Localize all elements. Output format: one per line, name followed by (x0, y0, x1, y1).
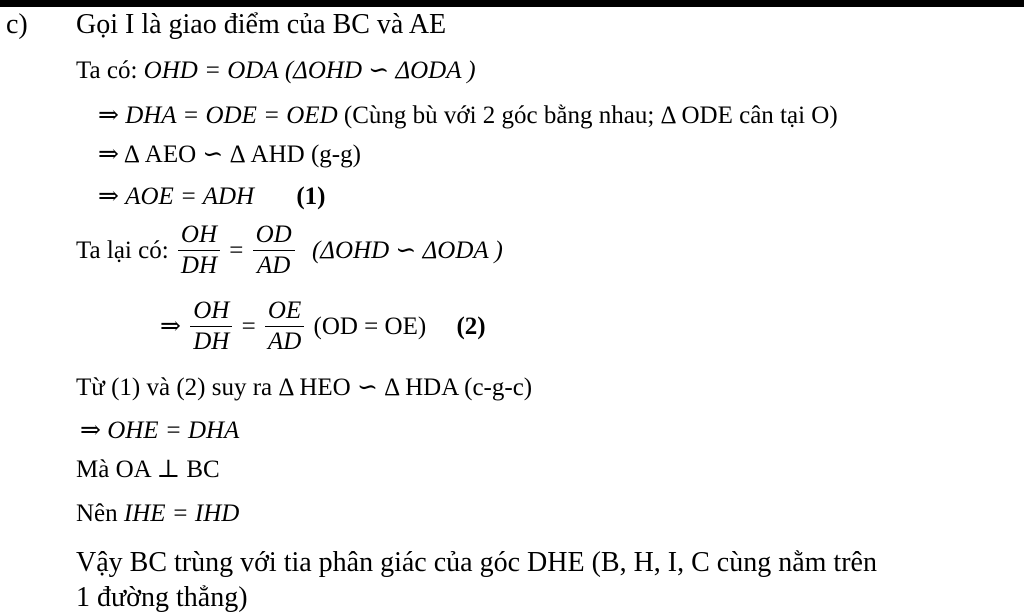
line-2-equation: OHD = ODA (143, 57, 279, 84)
equals-sign: = (229, 236, 244, 264)
part-label: c) (6, 9, 28, 40)
line-3-equation: DHA = ODE = OED (125, 102, 338, 129)
line-4-text: Δ AEO ∽ Δ AHD (g-g) (123, 141, 361, 168)
numerator: OH (178, 220, 220, 251)
equation-number-1: (1) (296, 183, 326, 210)
line-8: Từ (1) và (2) suy ra Δ HEO ∽ Δ HDA (c-g-c) (76, 374, 533, 401)
denominator: AD (267, 328, 302, 355)
line-7-note: (OD = OE) (313, 312, 427, 340)
line-5 (98, 182, 326, 212)
top-border (0, 0, 1024, 7)
line-3 (98, 101, 838, 131)
line-1: Gọi I là giao điểm của BC và AE (76, 9, 447, 40)
implies-arrow: ⇒ (80, 417, 101, 444)
line-4 (98, 140, 361, 170)
line-2-prefix: Ta có: (76, 57, 138, 84)
fraction-oh-dh (190, 296, 232, 357)
fraction-od-ad (253, 220, 295, 281)
equation-number-2: (2) (456, 312, 486, 340)
line-9-equation: OHE = DHA (107, 417, 240, 444)
line-7 (160, 296, 486, 357)
line-5-equation: AOE = ADH (125, 183, 255, 210)
line-6-similarity: (ΔOHD ∽ ΔODA ) (311, 236, 503, 264)
numerator: OD (253, 220, 295, 251)
line-6 (76, 220, 503, 281)
line-2-similarity: (ΔOHD ∽ ΔODA ) (284, 57, 476, 84)
conclusion-line-1: Vậy BC trùng với tia phân giác của góc DHE (B, H, I, C cùng nằm trên (76, 547, 877, 578)
implies-arrow: ⇒ (98, 183, 119, 210)
denominator: DH (193, 328, 230, 355)
numerator: OE (265, 296, 304, 327)
conclusion-line-2: 1 đường thẳng) (76, 582, 248, 613)
line-11-equation: IHE = IHD (123, 500, 240, 527)
fraction-oh-dh (178, 220, 220, 281)
numerator: OH (190, 296, 232, 327)
line-6-prefix: Ta lại có: (76, 236, 169, 264)
fraction-oe-ad (265, 296, 304, 357)
line-10: Mà OA ⊥ BC (76, 456, 220, 483)
implies-arrow: ⇒ (160, 312, 181, 340)
denominator: DH (180, 252, 218, 279)
line-2 (76, 56, 476, 86)
line-9 (80, 416, 239, 446)
denominator: AD (257, 252, 291, 279)
line-3-note: (Cùng bù với 2 góc bằng nhau; Δ ODE cân tại O) (343, 102, 838, 129)
implies-arrow: ⇒ (98, 102, 119, 129)
line-11-prefix: Nên (76, 500, 118, 527)
line-11 (76, 499, 239, 529)
equals-sign: = (241, 312, 256, 340)
implies-arrow: ⇒ (98, 141, 119, 168)
